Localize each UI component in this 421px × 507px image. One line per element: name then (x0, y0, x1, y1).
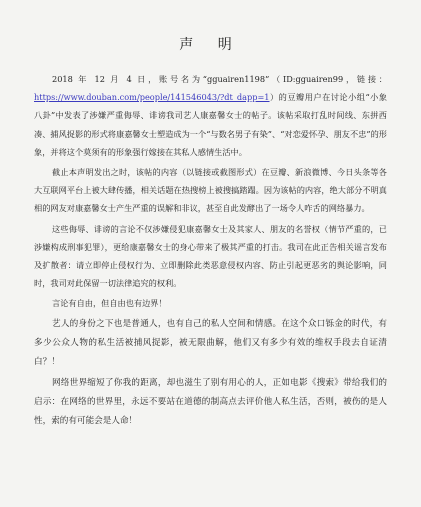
paragraph-6: 网络世界缩短了你我的距离，却也滋生了别有用心的人，正如电影《搜索》带给我们的启示：在网络的世界里，永远不要站在道德的制高点去评价他人私生活，否则，被伤的是人性，索的有可能会是人命！ (34, 377, 387, 426)
paragraph-1-text-a: 2018 年 12 月 4 日，账号名为“gguairen1198”（ID:gguairen99，链接： (52, 74, 387, 84)
douban-profile-link[interactable]: https://www.douban.com/people/141546043/?dt_dapp=1 (34, 92, 270, 103)
paragraph-4-slogan: 言论有自由，但自由也有边界！ (52, 298, 167, 309)
statement-title: 声 明 (179, 37, 242, 53)
paragraph-1-text-b: ）的豆瓣用户在讨论小组“小象八卦”中发表了涉嫌严重侮辱、诽谤我司艺人康嘉馨女士的帖子。该帖采取打乱时间线、东拼西凑、捕风捉影的形式将康嘉馨女士塑造成为一个“与数名男子有染”、“对恋爱怀孕、朋友不忠”的形象，并将这个莫须有的形象强行嫁接在其私人感情生活中。 (34, 92, 387, 157)
paragraph-5: 艺人的身份之下也是普通人，也有自己的私人空间和情感。在这个众口铄金的时代，有多少公众人物的私生活被捕风捉影，被无限曲解，他们又有多少有效的维权手段去自证清白？！ (34, 318, 387, 367)
paragraph-3: 这些侮辱、诽谤的言论不仅涉嫌侵犯康嘉馨女士及其家人、朋友的名誉权（情节严重的，已涉嫌构成刑事犯罪），更给康嘉馨女士的身心带来了极其严重的打击。我司在此正告相关谣言发布及扩散者：请立即停止侵权行为、立即删除此类恶意侵权内容、防止引起更恶劣的舆论影响，同时，我司对此保留一切法律追究的权利。 (34, 223, 387, 289)
paragraph-2: 截止本声明发出之时，该帖的内容（以链接或截图形式）在豆瓣、新浪微博、今日头条等各大互联网平台上被大肆传播，相关话题在热搜榜上被搜搞踏蹋。因为该帖的内容，绝大部分不明真相的网友对康嘉馨女士产生严重的误解和非议，甚至自此发酵出了一场令人咋舌的网络暴力。 (34, 167, 387, 214)
paragraph-1 (34, 70, 387, 161)
